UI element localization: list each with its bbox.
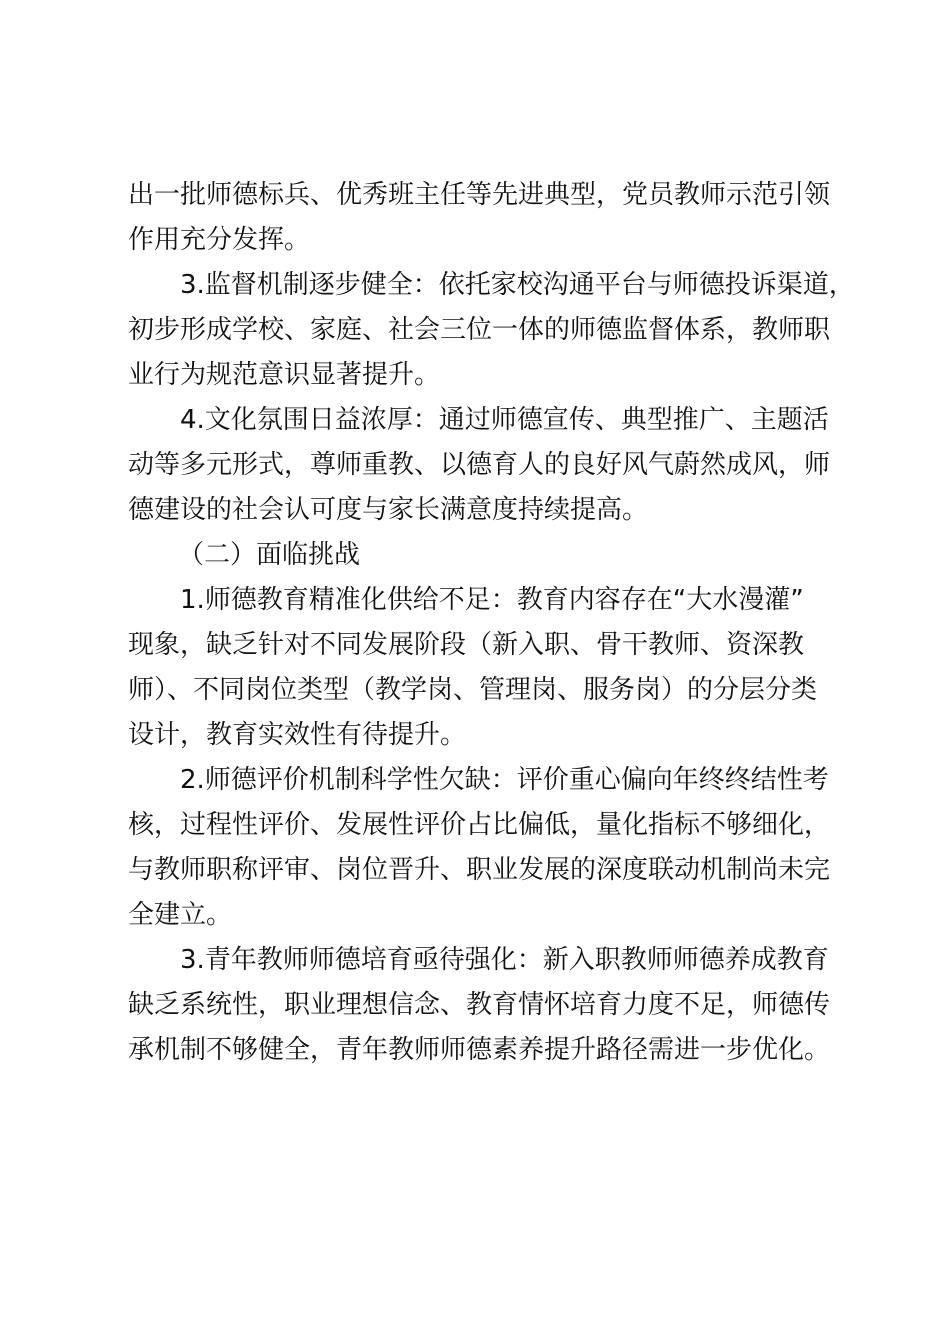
text-line: 现象，缺乏针对不同发展阶段（新入职、骨干教师、资深教	[128, 630, 805, 660]
text-line: 缺乏系统性，职业理想信念、教育情怀培育力度不足，师德传	[128, 990, 831, 1020]
text-line: 承机制不够健全，青年教师师德素养提升路径需进一步优化。	[128, 1035, 831, 1065]
paragraph-heading-line: 4.文化氛围日益浓厚：通过师德宣传、典型推广、主题活	[180, 405, 829, 435]
paragraph-heading-line: 2.师德评价机制科学性欠缺：评价重心偏向年终终结性考	[180, 765, 829, 795]
text-line: 动等多元形式，尊师重教、以德育人的良好风气蔚然成风，师	[128, 450, 831, 480]
text-line: 作用充分发挥。	[128, 225, 311, 255]
text-line: 与教师职称评审、岗位晋升、职业发展的深度联动机制尚未完	[128, 855, 831, 885]
text-line: 初步形成学校、家庭、社会三位一体的师德监督体系，教师职	[128, 315, 831, 345]
text-line: 德建设的社会认可度与家长满意度持续提高。	[128, 495, 649, 525]
paragraph-heading-line: 3.青年教师师德培育亟待强化：新入职教师师德养成教育	[180, 945, 829, 975]
paragraph-heading-line: 1.师德教育精准化供给不足：教育内容存在“大水漫灌”	[180, 585, 804, 615]
paragraph-heading-line: 3.监督机制逐步健全：依托家校沟通平台与师德投诉渠道，	[180, 270, 855, 300]
text-line: 全建立。	[128, 900, 233, 930]
section-heading: （二）面临挑战	[178, 540, 361, 570]
text-line: 业行为规范意识显著提升。	[128, 360, 441, 390]
text-line: 出一批师德标兵、优秀班主任等先进典型，党员教师示范引领	[128, 180, 831, 210]
text-line: 师）、不同岗位类型（教学岗、管理岗、服务岗）的分层分类	[128, 675, 818, 705]
text-line: 设计，教育实效性有待提升。	[128, 720, 467, 750]
text-line: 核，过程性评价、发展性评价占比偏低，量化指标不够细化，	[128, 810, 831, 840]
